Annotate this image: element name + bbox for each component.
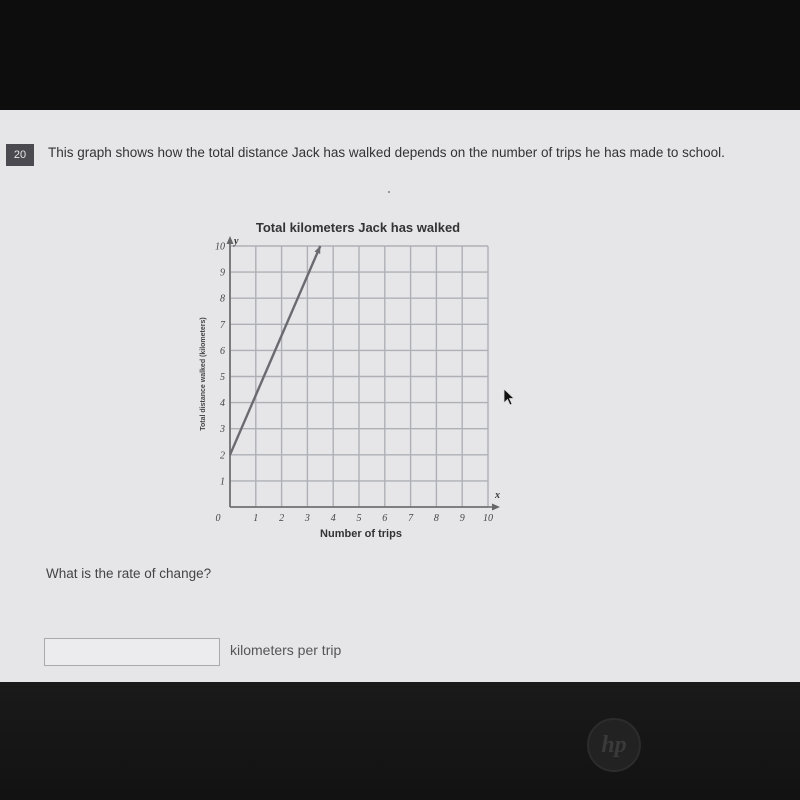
distance-chart <box>190 214 510 544</box>
rate-of-change-question: What is the rate of change? <box>46 566 212 581</box>
y-tick-label: 2 <box>220 450 225 462</box>
y-tick-label: 4 <box>220 398 225 410</box>
x-axis-label: Number of trips <box>320 528 402 540</box>
x-tick-label: 4 <box>330 513 336 524</box>
y-axis-label: Total distance walked (kilometers) <box>200 317 207 431</box>
y-axis-arrow <box>227 236 234 244</box>
question-prompt: This graph shows how the total distance Jack has walked depends on the number of trips he has made to school. <box>48 145 725 160</box>
chart-tick-labels <box>215 242 493 525</box>
y-tick-label: 7 <box>220 319 225 331</box>
x-axis-arrow <box>492 504 500 511</box>
x-tick-label: 1 <box>253 513 259 524</box>
x-tick-label: 6 <box>382 513 388 524</box>
monitor-top-bezel <box>0 0 800 110</box>
answer-input[interactable] <box>44 638 220 666</box>
chart-axes <box>227 236 501 511</box>
unit-label: kilometers per trip <box>230 642 342 658</box>
y-tick-label: 3 <box>220 424 225 436</box>
chart-grid <box>230 246 488 507</box>
y-tick-label: 1 <box>220 476 225 488</box>
y-tick-label: 8 <box>220 293 225 305</box>
x-tick-label: 3 <box>304 513 310 524</box>
mouse-cursor-icon <box>503 388 517 408</box>
stray-dot <box>388 191 390 193</box>
x-tick-label: 8 <box>433 513 439 524</box>
x-tick-label: 0 <box>215 513 221 524</box>
x-tick-label: 7 <box>408 513 414 524</box>
x-tick-label: 10 <box>483 513 493 524</box>
y-tick-label: 9 <box>220 267 225 279</box>
monitor-bottom-bezel <box>0 682 800 800</box>
question-number-badge: 20 <box>6 144 34 166</box>
y-tick-label: 5 <box>220 372 225 383</box>
hp-logo-icon: hp <box>587 718 641 772</box>
x-tick-label: 2 <box>279 513 285 524</box>
x-tick-label: 5 <box>356 513 362 524</box>
y-tick-label: 6 <box>220 345 225 357</box>
x-axis-letter: x <box>495 490 500 501</box>
y-axis-letter: y <box>234 236 239 247</box>
x-tick-label: 9 <box>459 513 465 524</box>
y-tick-label: 10 <box>215 241 225 253</box>
chart-title: Total kilometers Jack has walked <box>255 220 461 235</box>
